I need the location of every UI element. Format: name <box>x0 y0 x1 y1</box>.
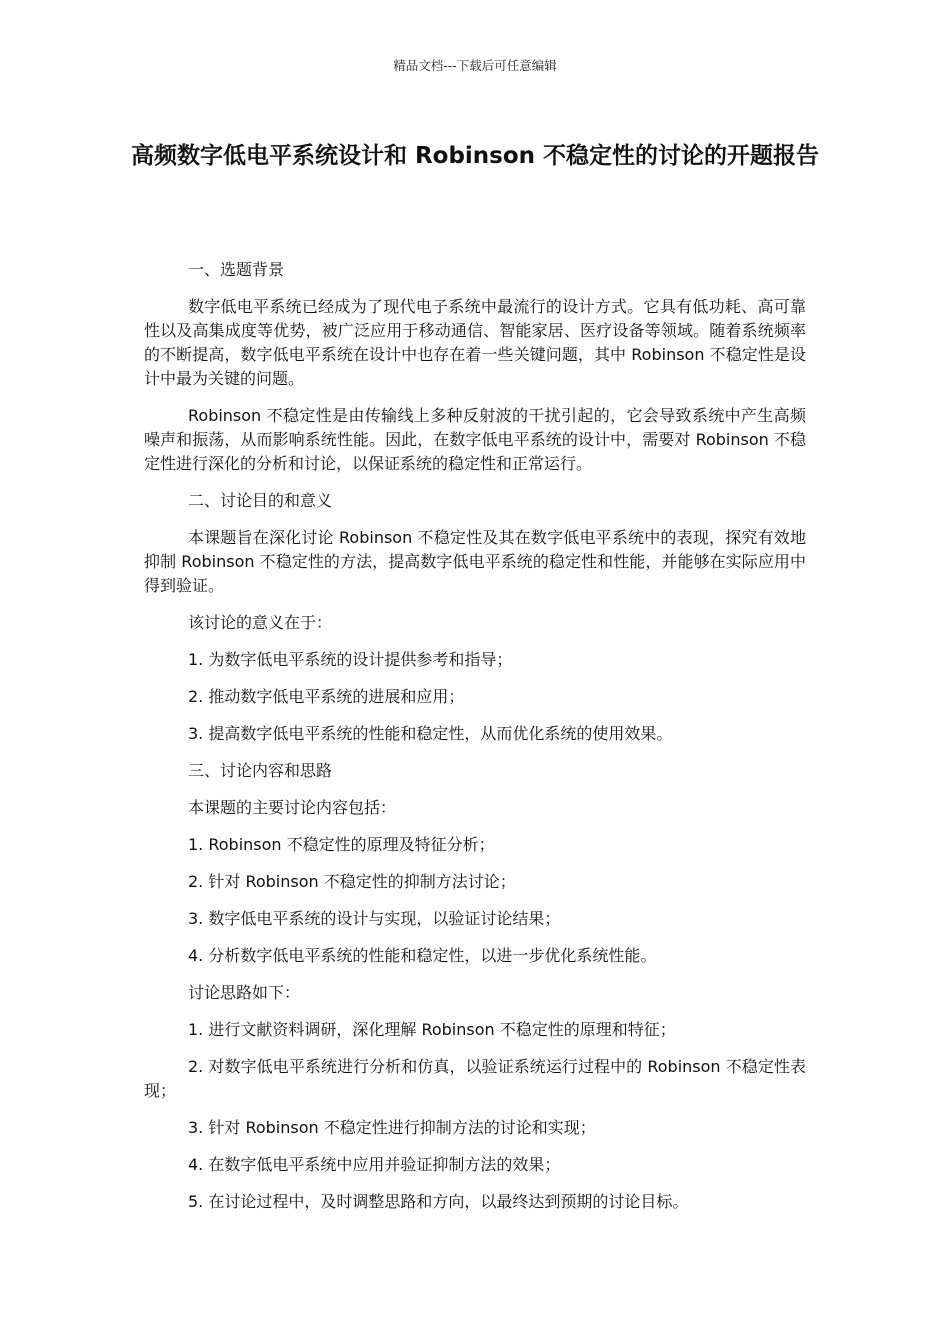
significance-item-2: 2. 推动数字低电平系统的进展和应用； <box>188 687 465 706</box>
paragraph-approach-intro: 讨论思路如下： <box>188 983 301 1002</box>
paragraph-content-intro: 本课题的主要讨论内容包括： <box>188 798 397 817</box>
content-item-1: 1. Robinson 不稳定性的原理及特征分析； <box>188 835 495 854</box>
content-item-4: 4. 分析数字低电平系统的性能和稳定性，以进一步优化系统性能。 <box>188 946 657 965</box>
approach-item-3: 3. 针对 Robinson 不稳定性进行抑制方法的讨论和实现； <box>188 1118 596 1137</box>
approach-item-5: 5. 在讨论过程中，及时调整思路和方向，以最终达到预期的讨论目标。 <box>188 1192 689 1211</box>
approach-item-4: 4. 在数字低电平系统中应用并验证抑制方法的效果； <box>188 1155 561 1174</box>
document-body <box>144 258 806 1227</box>
section-heading-content: 三、讨论内容和思路 <box>188 761 333 780</box>
significance-item-3: 3. 提高数字低电平系统的性能和稳定性，从而优化系统的使用效果。 <box>188 724 673 743</box>
approach-item-2: 2. 对数字低电平系统进行分析和仿真，以验证系统运行过程中的 Robinson 不稳定性表现； <box>144 1057 806 1100</box>
content-item-3: 3. 数字低电平系统的设计与实现，以验证讨论结果； <box>188 909 561 928</box>
page-header: 精品文档---下载后可任意编辑 <box>393 58 557 73</box>
content-item-2: 2. 针对 Robinson 不稳定性的抑制方法讨论； <box>188 872 516 891</box>
section-heading-background: 一、选题背景 <box>188 260 285 279</box>
approach-item-1: 1. 进行文献资料调研，深化理解 Robinson 不稳定性的原理和特征； <box>188 1020 676 1039</box>
paragraph-background-2: Robinson 不稳定性是由传输线上多种反射波的干扰引起的，它会导致系统中产生高频噪声和振荡，从而影响系统性能。因此，在数字低电平系统的设计中，需要对 Robinson 不稳定性进行深化的分析和讨论，以保证系统的稳定性和正常运行。 <box>144 406 806 473</box>
section-heading-purpose: 二、讨论目的和意义 <box>188 491 333 510</box>
paragraph-significance-intro: 该讨论的意义在于： <box>188 613 333 632</box>
paragraph-background-1: 数字低电平系统已经成为了现代电子系统中最流行的设计方式。它具有低功耗、高可靠性以及高集成度等优势，被广泛应用于移动通信、智能家居、医疗设备等领域。随着系统频率的不断提高，数字低电平系统在设计中也存在着一些关键问题，其中 Robinson 不稳定性是设计中最为关键的问题。 <box>144 297 806 388</box>
paragraph-purpose: 本课题旨在深化讨论 Robinson 不稳定性及其在数字低电平系统中的表现，探究有效地抑制 Robinson 不稳定性的方法，提高数字低电平系统的稳定性和性能，并能够在实际应用中得到验证。 <box>144 528 806 595</box>
document-title: 高频数字低电平系统设计和 Robinson 不稳定性的讨论的开题报告 <box>130 143 820 169</box>
significance-item-1: 1. 为数字低电平系统的设计提供参考和指导； <box>188 650 513 669</box>
